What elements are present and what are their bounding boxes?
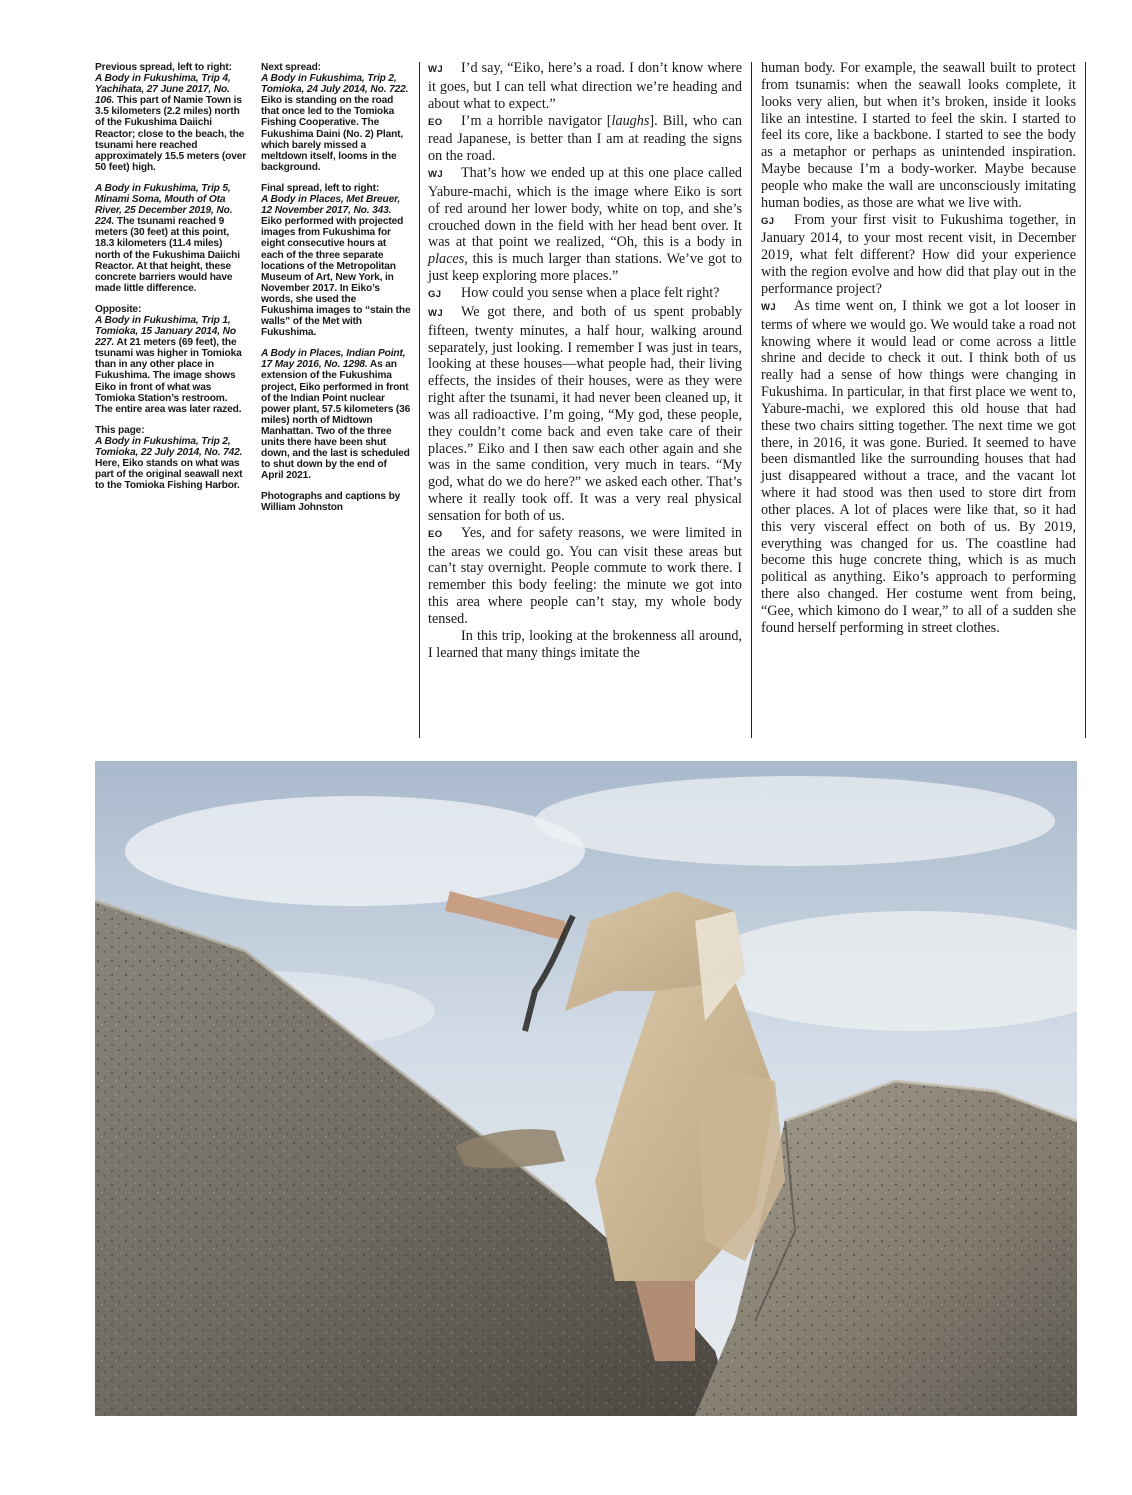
interview-column-2 (761, 60, 1076, 637)
column-rule (419, 62, 420, 738)
paragraph-text: How could you sense when a place felt right? (461, 284, 720, 301)
caption-title: A Body in Fukushima, Trip 4, Yachihata, 27 June 2017, No. 106. (95, 73, 231, 107)
interview-paragraph (428, 113, 742, 166)
interview-paragraph (428, 628, 742, 662)
speaker-initials: GJ (761, 215, 775, 227)
paragraph-text: As time went on, I think we got a lot looser in terms of where we would go. We would take a road not knowing where it would lead or come across a little shrine and decide to check it out. I think both of us really had a sense of how things were changing in Fukushima. In particular, in that first place we went to, Yabure-machi, we explored this old house that had these two chairs sitting together. The next time we got there, in 2016, it was gone. Buried. It seemed to have been dismantled like the surrounding houses that had just disappeared without a trace, and the vacant lot where it had stood was then used to store dirt from other places. A lot of places were like that, so it had this very visceral effect on both of us. By 2019, everything was changed for us. The coastline had become this huge concrete thing, which is as much political as anything. Eiko’s approach to performing there also changed. Her costume went from being, “Gee, which kimono do I wear,” to all of a sudden she found herself performing in street clothes. (761, 297, 1076, 636)
caption-title: A Body in Fukushima, Trip 1, Tomioka, 15 January 2014, No 227. (95, 314, 236, 349)
interview-paragraph (761, 298, 1076, 637)
caption-title: A Body in Fukushima, Trip 2, Tomioka, 22 July 2014, No. 742. (95, 435, 243, 458)
photograph-dancer-on-seawall (95, 761, 1077, 1416)
italic-text: places (428, 251, 465, 268)
caption (261, 348, 411, 481)
caption-text: Here, Eiko stands on what was part of the original seawall next to the Tomioka Fishing Harbor. (95, 458, 243, 492)
caption-text: As an extension of the Fukushima project, Eiko performed in front of the Indian Point nuclear power plant, 57.5 kilometers (36 miles) north of Midtown Manhattan. Two of the three units there have been shut down, and the last is scheduled to shut down by the end of April 2021. (261, 359, 411, 482)
speaker-initials: EO (428, 528, 443, 540)
caption-text: Eiko is standing on the road that once led to the Tomioka Fishing Cooperative. The Fukushima Daini (No. 2) Plant, which barely missed a meltdown itself, looms in the background. (261, 95, 404, 173)
italic-text: laughs (611, 112, 650, 129)
caption-text: The tsunami reached 9 meters (30 feet) at this point, 18.3 kilometers (11.4 miles) north of the Fukushima Daiichi Reactor. At that height, these concrete barriers would have made little difference. (95, 216, 240, 294)
interview-paragraph (428, 525, 742, 628)
paragraph-text: From your first visit to Fukushima together, in January 2014, to your most recent visit, in December 2019, what felt different? How did your experience with the region evolve and how did that play out in the performance project? (761, 211, 1076, 297)
caption-heading: Next spread: (261, 62, 321, 73)
caption-heading: This page: (95, 424, 145, 436)
caption-heading: Previous spread, left to right: (95, 62, 232, 73)
caption-title: A Body in Fukushima, Trip 5, Minami Soma, Mouth of Ota River, 25 December 2019, No. 224. (95, 182, 233, 228)
paragraph-text: We got there, and both of us spent probably fifteen, twenty minutes, a half hour, walking around separately, just looking. I remember I was just in tears, looking at these houses—what people had, their living effects, the insides of their houses, were as they were right after the tsunami, it had never been cleaned up, it was all radioactive. I’m going, “My god, these people, they couldn’t come back and even take care of their places.” Eiko and I then saw each other again and she was in the same condition, very much in tears. “My god, what do we do here?” we asked each other. That’s where it really took off. It was a very real physical sensation for both of us. (428, 303, 742, 524)
caption-heading: Photographs and captions by William Johnston (261, 491, 401, 514)
caption (95, 62, 247, 173)
paragraph-text: human body. For example, the seawall built to protect from tsunamis: when the seawall looks complete, it looks very alien, but when it’s broken, inside it looks like an intestine. I started to feel the skin. I started to feel its core, like a backbone. I started to see the body as a metaphor or perhaps as unintended inspiration. Maybe because I’m a body-worker. Maybe because people who make the wall are unconsciously imitating human bodies, as those are what we live with. (761, 60, 1076, 211)
paragraph-text: In this trip, looking at the brokenness all around, I learned that many things imitate the (428, 627, 742, 661)
interview-paragraph (761, 60, 1076, 212)
caption-text: Eiko performed with projected images from Fukushima for eight consecutive hours at each of the three separate locations of the Metropolitan Museum of Art, New York, in November 2017. In Eiko’s words, she used the Fukushima images to “stain the walls” of the Met with Fukushima. (261, 216, 411, 339)
interview-paragraph (761, 212, 1076, 298)
caption-column-1 (95, 62, 247, 501)
caption-title: A Body in Fukushima, Trip 2, Tomioka, 24 July 2014, No. 722. (261, 73, 409, 96)
caption-title: A Body in Places, Indian Point, 17 May 2016, No. 1298. (261, 348, 406, 371)
paragraph-text: Yes, and for safety reasons, we were limited in the areas we could go. You can visit these areas but can’t stay overnight. People commute to work there. I remember this body feeling: the minute we got into this area where people can’t stay, my whole body tensed. (428, 524, 742, 627)
interview-paragraph (428, 60, 742, 113)
column-rule (1085, 62, 1086, 738)
paragraph-text: , this is much larger than stations. We’ve got to just keep exploring more places.” (428, 251, 742, 285)
caption-title: A Body in Places, Met Breuer, 12 November 2017, No. 343. (261, 194, 401, 217)
interview-paragraph (428, 165, 742, 285)
speaker-initials: GJ (428, 288, 442, 300)
caption-column-2 (261, 62, 411, 524)
caption-text: At 21 meters (69 feet), the tsunami was higher in Tomioka than in any other place in Fukushima. The image shows Eiko in front of what was Tomioka Station’s restroom. The entire area was later razed. (95, 337, 242, 415)
caption-text: This part of Namie Town is 3.5 kilometers (2.2 miles) north of the Fukushima Daiichi Reactor; close to the beach, the tsunami here reached approximately 15.5 meters (over 50 feet) high. (95, 95, 247, 173)
speaker-initials: WJ (428, 64, 444, 75)
caption (261, 62, 411, 173)
paragraph-text: I’m a horrible navigator [ (461, 112, 612, 129)
speaker-initials: WJ (428, 169, 444, 181)
paragraph-text: That’s how we ended up at this one place called Yabure-machi, which is the image where Eiko is sort of red around her lower body, white on top, and she’s crouched down in the field with her head bent over. It was at that point we realized, “Oh, this is a body in (428, 165, 742, 251)
interview-paragraph (428, 285, 742, 304)
caption-heading: Opposite: (95, 303, 142, 315)
interview-paragraph (428, 304, 742, 525)
caption (261, 183, 411, 338)
caption-heading: Final spread, left to right: (261, 182, 380, 194)
speaker-initials: WJ (761, 301, 777, 313)
column-rule (751, 62, 752, 738)
caption (95, 183, 247, 294)
caption (261, 491, 411, 513)
paragraph-text: I’d say, “Eiko, here’s a road. I don’t know where it goes, but I can tell what direction we’re heading and about what to expect.” (428, 60, 742, 112)
caption (95, 425, 247, 492)
speaker-initials: EO (428, 116, 443, 128)
interview-column-1 (428, 60, 742, 662)
paragraph-text: ]. Bill, who can read Japanese, is better than I am at reading the signs on the road. (428, 112, 742, 165)
speaker-initials: WJ (428, 307, 444, 319)
caption (95, 304, 247, 415)
